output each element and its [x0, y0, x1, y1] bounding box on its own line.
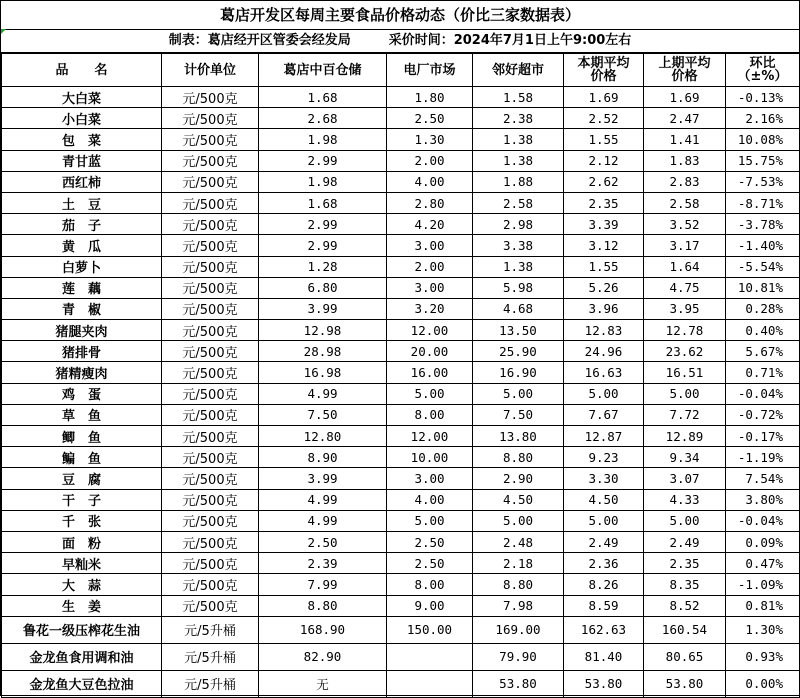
price-store1: 2.68	[259, 108, 387, 129]
change-percent: 0.00%	[726, 670, 800, 697]
change-percent: 3.80%	[726, 489, 800, 510]
price-store1: 16.98	[259, 362, 387, 383]
change-percent: 0.71%	[726, 362, 800, 383]
price-store1: 4.99	[259, 383, 387, 404]
table-row	[2, 670, 800, 697]
price-store2: 3.00	[387, 468, 473, 489]
price-store2: 2.50	[387, 108, 473, 129]
item-name: 生 姜	[2, 595, 162, 616]
price-current-avg: 7.67	[564, 404, 644, 425]
table-row	[2, 214, 800, 235]
change-percent: 2.16%	[726, 108, 800, 129]
price-store2	[387, 643, 473, 670]
price-store3: 1.38	[473, 150, 564, 171]
price-current-avg: 1.55	[564, 129, 644, 150]
price-store3: 8.80	[473, 447, 564, 468]
price-store3: 8.80	[473, 574, 564, 595]
item-unit: 元/5升桶	[162, 670, 259, 697]
item-name: 猪排骨	[2, 341, 162, 362]
price-store2: 2.00	[387, 150, 473, 171]
price-previous-avg: 5.00	[644, 510, 726, 531]
table-row	[2, 192, 800, 213]
table-body	[2, 87, 800, 698]
price-current-avg: 3.39	[564, 214, 644, 235]
price-previous-avg: 7.72	[644, 404, 726, 425]
price-current-avg: 5.00	[564, 510, 644, 531]
item-name: 猪腿夹肉	[2, 320, 162, 341]
item-unit: 元/5升桶	[162, 643, 259, 670]
table-row	[2, 256, 800, 277]
price-store2: 2.50	[387, 553, 473, 574]
price-store1: 4.99	[259, 510, 387, 531]
price-store1: 2.99	[259, 150, 387, 171]
price-store2: 4.00	[387, 171, 473, 192]
table-row	[2, 447, 800, 468]
cell-marker	[1, 29, 6, 34]
table-row	[2, 531, 800, 552]
item-name: 小白菜	[2, 108, 162, 129]
table-row	[2, 574, 800, 595]
item-unit: 元/500克	[162, 531, 259, 552]
table-row	[2, 404, 800, 425]
item-unit: 元/500克	[162, 595, 259, 616]
item-unit: 元/500克	[162, 171, 259, 192]
price-store1: 82.90	[259, 643, 387, 670]
price-store2: 8.00	[387, 574, 473, 595]
price-previous-avg: 2.83	[644, 171, 726, 192]
price-store2: 2.50	[387, 531, 473, 552]
header-prev-avg: 上期平均 价格	[644, 54, 726, 87]
item-unit: 元/500克	[162, 150, 259, 171]
item-name: 青甘蓝	[2, 150, 162, 171]
table-row	[2, 320, 800, 341]
price-store2	[387, 670, 473, 697]
price-store2: 5.00	[387, 383, 473, 404]
price-store1: 无	[259, 670, 387, 697]
change-percent: 0.47%	[726, 553, 800, 574]
price-current-avg: 3.96	[564, 298, 644, 319]
item-name: 金龙鱼食用调和油	[2, 643, 162, 670]
price-previous-avg: 160.54	[644, 616, 726, 643]
price-store2: 3.00	[387, 277, 473, 298]
price-current-avg: 81.40	[564, 643, 644, 670]
price-store1: 3.99	[259, 468, 387, 489]
price-current-avg: 8.59	[564, 595, 644, 616]
change-percent: 10.81%	[726, 277, 800, 298]
price-previous-avg: 3.95	[644, 298, 726, 319]
price-store3: 3.38	[473, 235, 564, 256]
price-previous-avg: 4.33	[644, 489, 726, 510]
price-current-avg: 16.63	[564, 362, 644, 383]
price-previous-avg: 5.00	[644, 383, 726, 404]
table-row	[2, 108, 800, 129]
price-current-avg: 2.12	[564, 150, 644, 171]
price-store3: 2.48	[473, 531, 564, 552]
change-percent: -1.09%	[726, 574, 800, 595]
item-name: 鳊 鱼	[2, 447, 162, 468]
price-previous-avg: 1.69	[644, 87, 726, 108]
change-percent: 0.81%	[726, 595, 800, 616]
price-store2: 3.20	[387, 298, 473, 319]
change-percent: -8.71%	[726, 192, 800, 213]
header-store1: 葛店中百仓储	[259, 54, 387, 87]
price-current-avg: 2.35	[564, 192, 644, 213]
change-percent: 1.30%	[726, 616, 800, 643]
price-current-avg: 12.87	[564, 426, 644, 447]
price-store2: 5.00	[387, 510, 473, 531]
price-current-avg: 3.30	[564, 468, 644, 489]
item-name: 白萝卜	[2, 256, 162, 277]
price-current-avg: 162.63	[564, 616, 644, 643]
price-previous-avg: 53.80	[644, 670, 726, 697]
price-current-avg: 1.55	[564, 256, 644, 277]
price-store1: 1.98	[259, 129, 387, 150]
item-unit: 元/500克	[162, 553, 259, 574]
table-row	[2, 277, 800, 298]
change-percent: 0.93%	[726, 643, 800, 670]
price-store1: 1.68	[259, 87, 387, 108]
item-name: 包 菜	[2, 129, 162, 150]
header-row	[2, 54, 800, 87]
price-store1: 2.99	[259, 214, 387, 235]
item-unit: 元/500克	[162, 256, 259, 277]
item-unit: 元/500克	[162, 510, 259, 531]
item-unit: 元/500克	[162, 129, 259, 150]
table-row	[2, 235, 800, 256]
item-unit: 元/500克	[162, 87, 259, 108]
item-name: 西红柿	[2, 171, 162, 192]
change-percent: -0.17%	[726, 426, 800, 447]
table-row	[2, 87, 800, 108]
sheet-title: 葛店开发区每周主要食品价格动态（价比三家数据表）	[1, 1, 799, 30]
header-cur-avg: 本期平均 价格	[564, 54, 644, 87]
price-store3: 1.58	[473, 87, 564, 108]
price-store3: 7.98	[473, 595, 564, 616]
change-percent: 0.28%	[726, 298, 800, 319]
price-previous-avg: 8.35	[644, 574, 726, 595]
price-store3: 13.80	[473, 426, 564, 447]
price-previous-avg: 80.65	[644, 643, 726, 670]
header-store3: 邻好超市	[473, 54, 564, 87]
price-current-avg: 8.26	[564, 574, 644, 595]
price-store3: 2.18	[473, 553, 564, 574]
change-percent: 7.54%	[726, 468, 800, 489]
price-previous-avg: 1.64	[644, 256, 726, 277]
price-store2: 4.20	[387, 214, 473, 235]
table-row	[2, 298, 800, 319]
item-name: 青 椒	[2, 298, 162, 319]
price-store1: 2.50	[259, 531, 387, 552]
table-row	[2, 553, 800, 574]
price-store2: 1.80	[387, 87, 473, 108]
change-percent: -3.78%	[726, 214, 800, 235]
item-unit: 元/500克	[162, 426, 259, 447]
price-table	[1, 53, 800, 698]
price-store3: 2.58	[473, 192, 564, 213]
price-store2: 2.80	[387, 192, 473, 213]
price-store1: 1.28	[259, 256, 387, 277]
header-store2: 电厂市场	[387, 54, 473, 87]
change-percent: -5.54%	[726, 256, 800, 277]
item-name: 干 子	[2, 489, 162, 510]
item-name: 早籼米	[2, 553, 162, 574]
price-current-avg: 2.36	[564, 553, 644, 574]
price-store1: 1.68	[259, 192, 387, 213]
item-name: 猪精瘦肉	[2, 362, 162, 383]
price-store2: 12.00	[387, 320, 473, 341]
price-current-avg: 5.00	[564, 383, 644, 404]
price-store1: 1.98	[259, 171, 387, 192]
item-name: 莲 藕	[2, 277, 162, 298]
price-store1: 28.98	[259, 341, 387, 362]
item-name: 大 蒜	[2, 574, 162, 595]
change-percent: -0.04%	[726, 383, 800, 404]
price-current-avg: 12.83	[564, 320, 644, 341]
table-row	[2, 595, 800, 616]
table-row	[2, 510, 800, 531]
price-store3: 2.38	[473, 108, 564, 129]
item-name: 千 张	[2, 510, 162, 531]
change-percent: -7.53%	[726, 171, 800, 192]
price-store3: 5.00	[473, 510, 564, 531]
price-current-avg: 2.52	[564, 108, 644, 129]
change-percent: -0.72%	[726, 404, 800, 425]
price-previous-avg: 8.52	[644, 595, 726, 616]
price-previous-avg: 3.52	[644, 214, 726, 235]
price-store3: 25.90	[473, 341, 564, 362]
price-store3: 5.00	[473, 383, 564, 404]
price-current-avg: 1.69	[564, 87, 644, 108]
price-store1: 8.90	[259, 447, 387, 468]
table-row	[2, 489, 800, 510]
table-row	[2, 341, 800, 362]
price-store3: 169.00	[473, 616, 564, 643]
price-store2: 150.00	[387, 616, 473, 643]
price-previous-avg: 1.83	[644, 150, 726, 171]
change-percent: 5.67%	[726, 341, 800, 362]
price-previous-avg: 12.78	[644, 320, 726, 341]
price-store2: 2.00	[387, 256, 473, 277]
price-previous-avg: 23.62	[644, 341, 726, 362]
table-row	[2, 383, 800, 404]
price-store1: 2.99	[259, 235, 387, 256]
price-previous-avg: 2.47	[644, 108, 726, 129]
item-unit: 元/500克	[162, 235, 259, 256]
item-name: 豆 腐	[2, 468, 162, 489]
header-name: 品 名	[2, 54, 162, 87]
table-row	[2, 616, 800, 643]
price-store3: 1.38	[473, 256, 564, 277]
item-unit: 元/500克	[162, 404, 259, 425]
change-percent: -1.40%	[726, 235, 800, 256]
item-unit: 元/500克	[162, 362, 259, 383]
price-store3: 4.50	[473, 489, 564, 510]
price-store1: 4.99	[259, 489, 387, 510]
price-previous-avg: 2.49	[644, 531, 726, 552]
price-store1: 12.80	[259, 426, 387, 447]
sheet-subtitle	[1, 30, 799, 53]
price-store2: 4.00	[387, 489, 473, 510]
price-current-avg: 5.26	[564, 277, 644, 298]
change-percent: 15.75%	[726, 150, 800, 171]
item-unit: 元/500克	[162, 341, 259, 362]
price-store3: 53.80	[473, 670, 564, 697]
item-name: 鲫 鱼	[2, 426, 162, 447]
price-previous-avg: 9.34	[644, 447, 726, 468]
table-row	[2, 171, 800, 192]
item-name: 金龙鱼大豆色拉油	[2, 670, 162, 697]
item-unit: 元/500克	[162, 574, 259, 595]
item-unit: 元/500克	[162, 108, 259, 129]
time-label: 采价时间：2024年7月1日上午9:00左右	[388, 33, 632, 48]
price-current-avg: 2.49	[564, 531, 644, 552]
item-unit: 元/500克	[162, 277, 259, 298]
change-percent: 10.08%	[726, 129, 800, 150]
price-store3: 1.88	[473, 171, 564, 192]
price-store2: 1.30	[387, 129, 473, 150]
price-store1: 8.80	[259, 595, 387, 616]
price-store2: 12.00	[387, 426, 473, 447]
price-store3: 2.98	[473, 214, 564, 235]
price-store2: 16.00	[387, 362, 473, 383]
price-store2: 20.00	[387, 341, 473, 362]
price-current-avg: 24.96	[564, 341, 644, 362]
price-previous-avg: 4.75	[644, 277, 726, 298]
item-name: 土 豆	[2, 192, 162, 213]
item-unit: 元/5升桶	[162, 616, 259, 643]
price-previous-avg: 2.35	[644, 553, 726, 574]
item-name: 鲁花一级压榨花生油	[2, 616, 162, 643]
change-percent: -1.19%	[726, 447, 800, 468]
change-percent: -0.04%	[726, 510, 800, 531]
item-unit: 元/500克	[162, 298, 259, 319]
price-store2: 9.00	[387, 595, 473, 616]
price-store1: 12.98	[259, 320, 387, 341]
item-name: 面 粉	[2, 531, 162, 552]
item-unit: 元/500克	[162, 468, 259, 489]
item-unit: 元/500克	[162, 447, 259, 468]
price-store1: 7.50	[259, 404, 387, 425]
maker-label: 制表：葛店经开区管委会经发局	[168, 33, 351, 48]
price-store2: 8.00	[387, 404, 473, 425]
price-store1: 6.80	[259, 277, 387, 298]
price-current-avg: 4.50	[564, 489, 644, 510]
price-previous-avg: 3.17	[644, 235, 726, 256]
item-name: 黄 瓜	[2, 235, 162, 256]
header-unit: 计价单位	[162, 54, 259, 87]
change-percent: 0.40%	[726, 320, 800, 341]
price-previous-avg: 16.51	[644, 362, 726, 383]
item-unit: 元/500克	[162, 214, 259, 235]
price-previous-avg: 2.58	[644, 192, 726, 213]
header-ratio: 环比 （±%）	[726, 54, 800, 87]
price-store3: 7.50	[473, 404, 564, 425]
table-row	[2, 129, 800, 150]
price-current-avg: 9.23	[564, 447, 644, 468]
price-store2: 3.00	[387, 235, 473, 256]
price-store3: 2.90	[473, 468, 564, 489]
change-percent: -0.13%	[726, 87, 800, 108]
item-unit: 元/500克	[162, 320, 259, 341]
price-current-avg: 53.80	[564, 670, 644, 697]
table-row	[2, 468, 800, 489]
item-unit: 元/500克	[162, 383, 259, 404]
price-store1: 2.39	[259, 553, 387, 574]
table-row	[2, 643, 800, 670]
table-row	[2, 426, 800, 447]
price-store3: 4.68	[473, 298, 564, 319]
price-store3: 5.98	[473, 277, 564, 298]
table-row	[2, 150, 800, 171]
price-store1: 7.99	[259, 574, 387, 595]
price-store1: 168.90	[259, 616, 387, 643]
price-previous-avg: 1.41	[644, 129, 726, 150]
price-current-avg: 3.12	[564, 235, 644, 256]
item-unit: 元/500克	[162, 192, 259, 213]
price-previous-avg: 12.89	[644, 426, 726, 447]
price-current-avg: 2.62	[564, 171, 644, 192]
change-percent: 0.09%	[726, 531, 800, 552]
price-store3: 16.90	[473, 362, 564, 383]
price-store3: 79.90	[473, 643, 564, 670]
price-previous-avg: 3.07	[644, 468, 726, 489]
price-store3: 13.50	[473, 320, 564, 341]
item-name: 草 鱼	[2, 404, 162, 425]
item-name: 茄 子	[2, 214, 162, 235]
item-name: 鸡 蛋	[2, 383, 162, 404]
item-name: 大白菜	[2, 87, 162, 108]
item-unit: 元/500克	[162, 489, 259, 510]
price-store1: 3.99	[259, 298, 387, 319]
table-row	[2, 362, 800, 383]
price-store2: 10.00	[387, 447, 473, 468]
price-store3: 1.38	[473, 129, 564, 150]
